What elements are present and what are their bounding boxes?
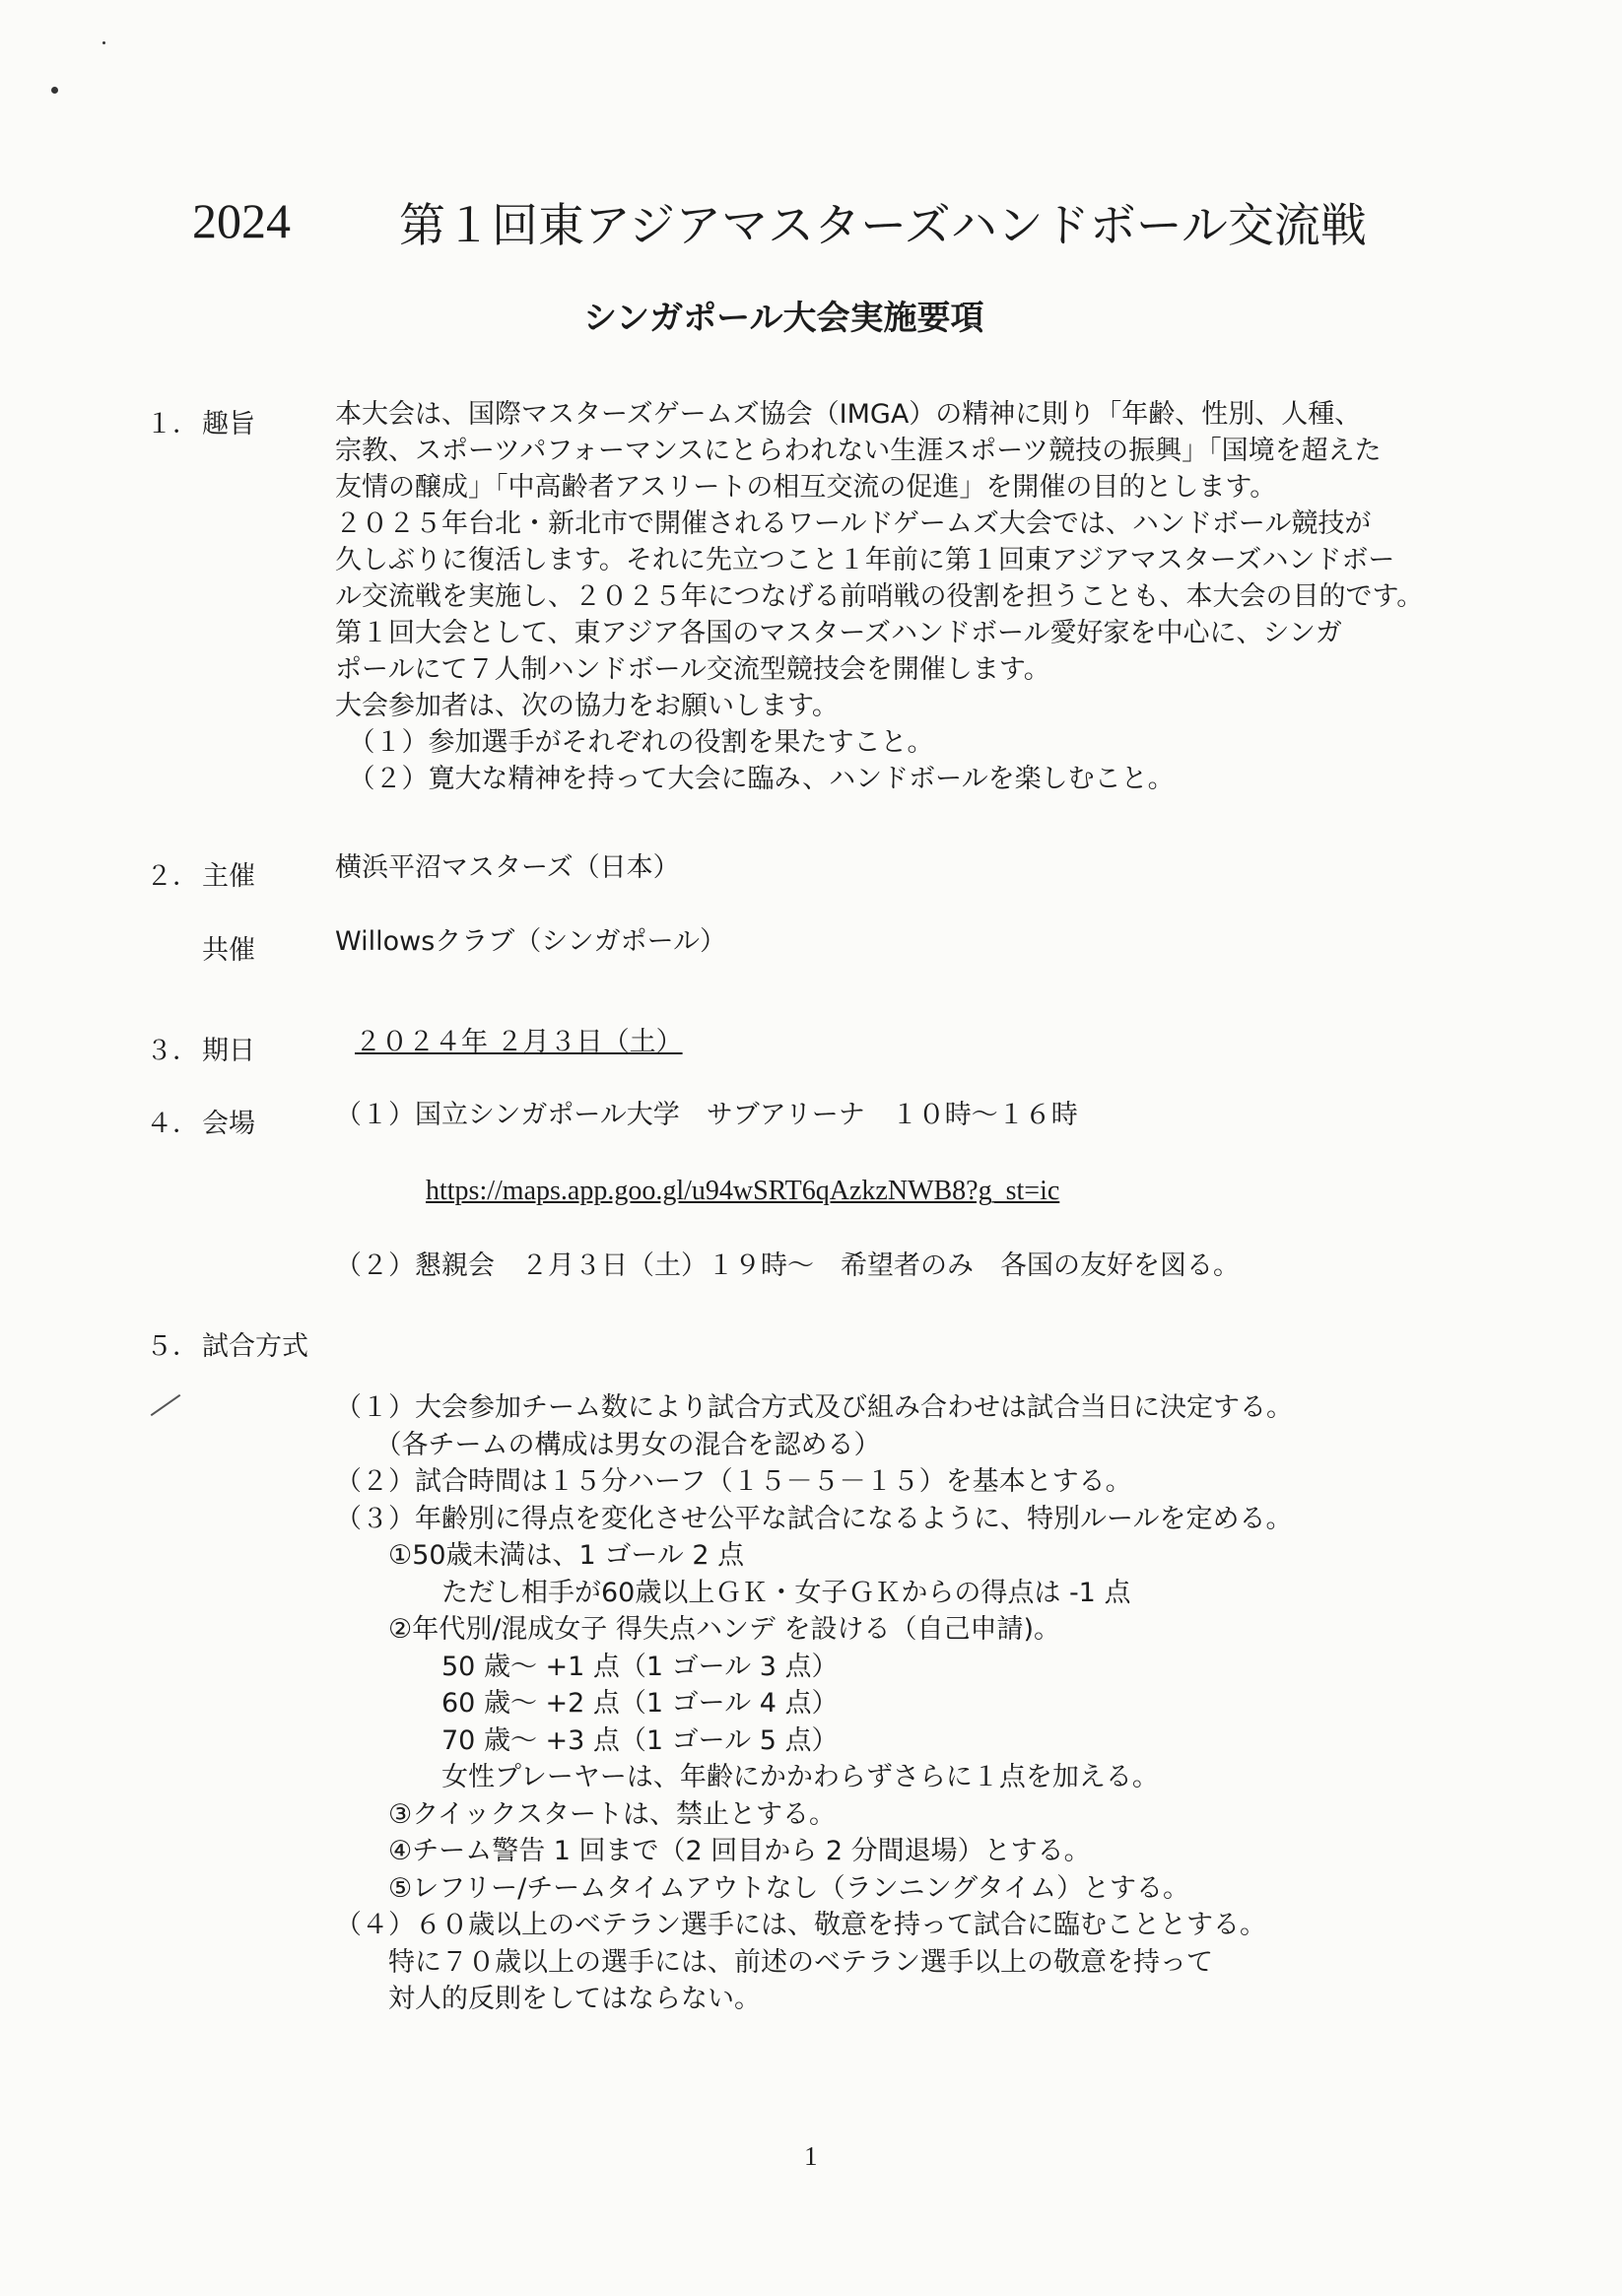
section-5-line: 女性プレーヤーは、年齢にかかわらずさらに１点を加える。: [335, 1762, 1159, 1792]
section-1-line: 友情の醸成」「中高齢者アスリートの相互交流の促進」を開催の目的とします。: [335, 472, 1277, 503]
scan-speck: [102, 41, 105, 44]
section-5-line: （４）６０歳以上のベテラン選手には、敬意を持って試合に臨むこととする。: [335, 1910, 1266, 1940]
section-5-line: ただし相手が60歳以上ＧＫ・女子ＧＫからの得点は -1 点: [335, 1577, 1131, 1608]
section-3-label: 期日: [202, 1036, 255, 1066]
section-1-number: １．: [146, 409, 199, 439]
section-1-label: 趣旨: [202, 409, 255, 439]
section-5-label: 試合方式: [202, 1331, 308, 1362]
scan-speck: [51, 87, 58, 94]
section-1-line: （１）参加選手がそれぞれの役割を果たすこと。: [335, 727, 934, 758]
section-1-line: ポールにて７人制ハンドボール交流型競技会を開催します。: [335, 654, 1050, 685]
section-1-line: （２）寛大な精神を持って大会に臨み、ハンドボールを楽しむこと。: [335, 764, 1175, 794]
co-organizer-value: Willowsクラブ（シンガポール）: [335, 926, 727, 957]
section-3-number: ３．: [146, 1036, 199, 1066]
section-1-line: 久しぶりに復活します。それに先立つこと１年前に第１回東アジアマスターズハンドボー: [335, 545, 1395, 575]
section-5-line: ①50歳未満は、1 ゴール 2 点: [335, 1540, 745, 1571]
section-1-line: ル交流戦を実施し、２０２５年につなげる前哨戦の役割を担うことも、本大会の目的です。: [335, 581, 1424, 612]
section-5-line: ⑤レフリー/チームタイムアウトなし（ランニングタイム）とする。: [335, 1872, 1190, 1904]
section-5-line: 対人的反則をしてはならない。: [335, 1984, 761, 2014]
document-title: 第１回東アジアマスターズハンドボール交流戦: [399, 199, 1367, 253]
event-date: ２０２４年 ２月３日（土）: [355, 1027, 683, 1057]
section-1-line: 第１回大会として、東アジア各国のマスターズハンドボール愛好家を中心に、シンガ: [335, 618, 1342, 648]
reception-line: （２）懇親会 ２月３日（土）１９時～ 希望者のみ 各国の友好を図る。: [335, 1250, 1240, 1281]
page-number: 1: [804, 2141, 818, 2171]
section-5-line: 70 歳～ +3 点（1 ゴール 5 点）: [335, 1724, 839, 1756]
section-1-line: ２０２５年台北・新北市で開催されるワールドゲームズ大会では、ハンドボール競技が: [335, 508, 1372, 539]
section-1-line: 大会参加者は、次の協力をお願いします。: [335, 691, 839, 721]
co-organizer-label: 共催: [202, 935, 255, 966]
section-5-line: ②年代別/混成女子 得失点ハンデ を設ける（自己申請)。: [335, 1614, 1060, 1645]
section-5-line: ④チーム警告 1 回まで（2 回目から 2 分間退場）とする。: [335, 1836, 1091, 1866]
section-5-line: （１）大会参加チーム数により試合方式及び組み合わせは試合当日に決定する。: [335, 1392, 1293, 1423]
section-5-number: ５．: [146, 1331, 199, 1362]
section-1-body: [335, 396, 1498, 797]
section-5-line: 特に７０歳以上の選手には、前述のベテラン選手以上の敬意を持って: [335, 1946, 1213, 1978]
section-5-line: ③クイックスタートは、禁止とする。: [335, 1798, 837, 1830]
section-4-label: 会場: [202, 1109, 255, 1139]
venue-map-link[interactable]: https://maps.app.goo.gl/u94wSRT6qAzkzNWB8?g_st=ic: [426, 1176, 1060, 1206]
section-1-line: 本大会は、国際マスターズゲームズ協会（IMGA）の精神に則り「年齢、性別、人種、: [335, 399, 1362, 430]
document-year: 2024: [192, 193, 291, 248]
scan-mark: [151, 1394, 181, 1416]
section-5-line: 50 歳～ +1 点（1 ゴール 3 点）: [335, 1651, 839, 1682]
venue-line: （１）国立シンガポール大学 サブアリーナ １０時～１６時: [335, 1100, 1078, 1130]
section-5-line: （各チームの構成は男女の混合を認める）: [335, 1429, 881, 1460]
organizer-value: 横浜平沼マスターズ（日本）: [335, 852, 680, 883]
section-1-line: 宗教、スポーツパフォーマンスにとらわれない生涯スポーツ競技の振興」「国境を超えた: [335, 436, 1382, 466]
section-2-label: 主催: [202, 861, 255, 892]
section-2-number: ２．: [146, 861, 199, 892]
section-5-line: 60 歳～ +2 点（1 ゴール 4 点）: [335, 1688, 839, 1719]
section-4-number: ４．: [146, 1109, 199, 1139]
section-5-body: [335, 1389, 1498, 2018]
document-subtitle: シンガポール大会実施要項: [583, 299, 984, 338]
section-5-line: （２）試合時間は１５分ハーフ（１５－５－１５）を基本とする。: [335, 1466, 1132, 1497]
section-5-line: （３）年齢別に得点を変化させ公平な試合になるように、特別ルールを定める。: [335, 1503, 1293, 1534]
